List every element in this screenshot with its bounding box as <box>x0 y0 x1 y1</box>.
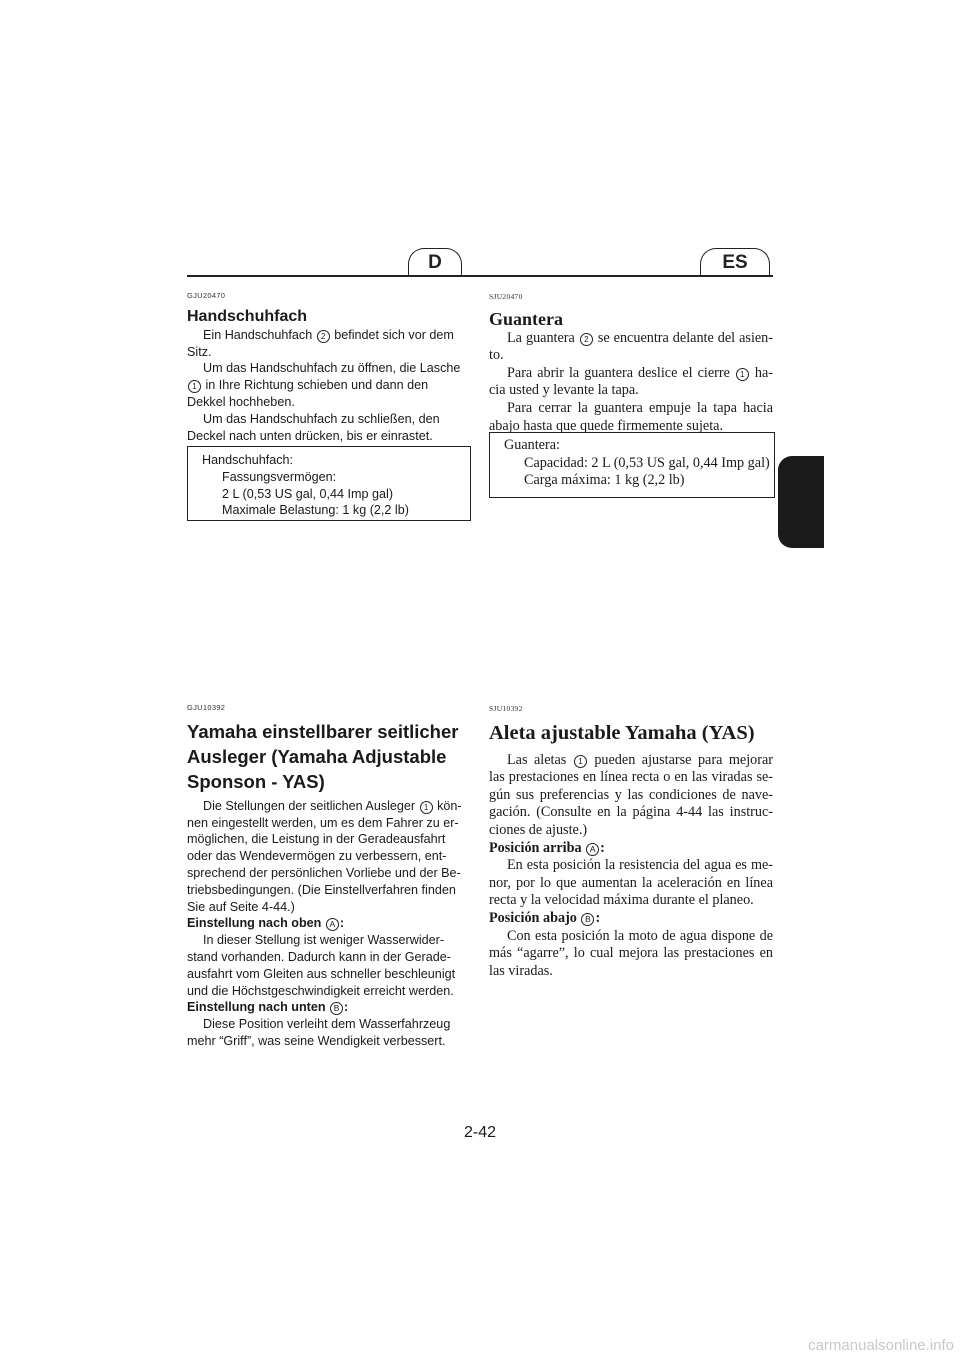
section-title: Aleta ajustable Yamaha (YAS) <box>489 721 755 744</box>
section-title: Handschuhfach <box>187 307 308 325</box>
section-code: GJU10392 <box>187 703 226 712</box>
de-section-yas <box>187 700 463 1050</box>
paragraph: Con esta posición la moto de agua dispone de más “agarre”, lo cual mejora las prestaciones en las viradas. <box>489 927 773 979</box>
section-code: SJU20470 <box>489 292 523 301</box>
spec-title: Guantera: <box>504 437 560 453</box>
callout-marker: A <box>326 918 339 931</box>
callout-marker: 1 <box>574 755 587 768</box>
paragraph: Para cerrar la guantera empuje la tapa hacia abajo hasta que quede firmemente sujeta. <box>489 399 773 434</box>
es-spec-box <box>489 432 775 498</box>
paragraph: In dieser Stellung ist weniger Wasserwider-stand vorhanden. Dadurch kann in der Gerade-ausfahrt vom Gleiten aus schneller beschleunigt und die Höchstgeschwindigkeit erreicht werden. <box>187 933 456 998</box>
de-section-glovebox <box>187 288 463 444</box>
spec-line: Capacidad: 2 L (0,53 US gal, 0,44 Imp gal) <box>524 454 770 471</box>
spec-title: Handschuhfach: <box>202 453 294 467</box>
language-badge-es: ES <box>700 248 770 277</box>
paragraph: Para abrir la guantera deslice el cierre 1 ha-cia usted y levante la tapa. <box>489 364 773 399</box>
section-title: Guantera <box>489 308 563 329</box>
paragraph: Las aletas 1 pueden ajustarse para mejorar las prestaciones en línea recta o en las viradas se-gún sus preferencias y las condiciones de nave-gación. (Consulte en la página 4-44 las instruc-ciones de ajuste.) <box>489 751 773 838</box>
section-code: SJU10392 <box>489 704 523 713</box>
callout-marker: B <box>330 1002 343 1015</box>
callout-marker: 2 <box>317 330 330 343</box>
callout-marker: A <box>586 843 599 856</box>
position-label-down: Einstellung nach unten B : <box>187 1000 349 1015</box>
position-label-up: Einstellung nach oben A : <box>187 916 345 931</box>
header-rule <box>187 275 773 277</box>
es-section-glovebox <box>489 288 773 435</box>
spec-line: Fassungsvermögen: <box>222 469 337 484</box>
paragraph: Die Stellungen der seitlichen Ausleger 1 kön-nen eingestellt werden, um es dem Fahrer zu er-möglichen, die Leistung in der Geradeausfahrt oder das Wendevermögen zu verbessern, ent-sprechend der persönlichen Vorliebe und der Be-triebsbedingungen. (Die Einstellverfahren finden Sie auf Seite 4-44.) <box>187 798 462 914</box>
chapter-tab <box>778 456 824 548</box>
page-number: 2-42 <box>463 1124 497 1141</box>
paragraph: Diese Position verleiht dem Wasserfahrzeug mehr “Griff”, was seine Wendigkeit verbessert. <box>187 1017 451 1048</box>
paragraph: Um das Handschuhfach zu öffnen, die Lasche 1 in Ihre Richtung schieben und dann den Dekkel hochheben. <box>187 361 461 409</box>
callout-marker: 1 <box>420 801 433 814</box>
paragraph: Ein Handschuhfach 2 befindet sich vor dem Sitz. <box>187 327 454 359</box>
de-spec-box <box>187 446 471 521</box>
callout-marker: 1 <box>188 380 201 393</box>
paragraph: La guantera 2 se encuentra delante del asien-to. <box>489 329 773 364</box>
section-title: Yamaha einstellbarer seitlicher Ausleger (Yamaha Adjustable Sponson - YAS) <box>187 720 459 792</box>
callout-marker: 2 <box>580 333 593 346</box>
position-label-up: Posición arriba A : <box>489 839 605 856</box>
spec-line: Maximale Belastung: 1 kg (2,2 lb) <box>222 503 409 518</box>
callout-marker: 1 <box>736 368 749 381</box>
watermark: carmanualsonline.info <box>808 1337 954 1354</box>
spec-line: Carga máxima: 1 kg (2,2 lb) <box>524 472 685 489</box>
paragraph: Um das Handschuhfach zu schließen, den Deckel nach unten drücken, bis er einrastet. <box>187 411 440 443</box>
section-code: GJU20470 <box>187 291 226 300</box>
spec-line: 2 L (0,53 US gal, 0,44 Imp gal) <box>222 486 394 501</box>
paragraph: En esta posición la resistencia del agua es me-nor, por lo que aumentan la aceleración en línea recta y la velocidad máxima durante el planeo. <box>489 857 773 909</box>
language-badge-de: D <box>408 248 462 277</box>
callout-marker: B <box>581 913 594 926</box>
position-label-down: Posición abajo B : <box>489 909 601 926</box>
es-section-yas <box>489 700 773 980</box>
